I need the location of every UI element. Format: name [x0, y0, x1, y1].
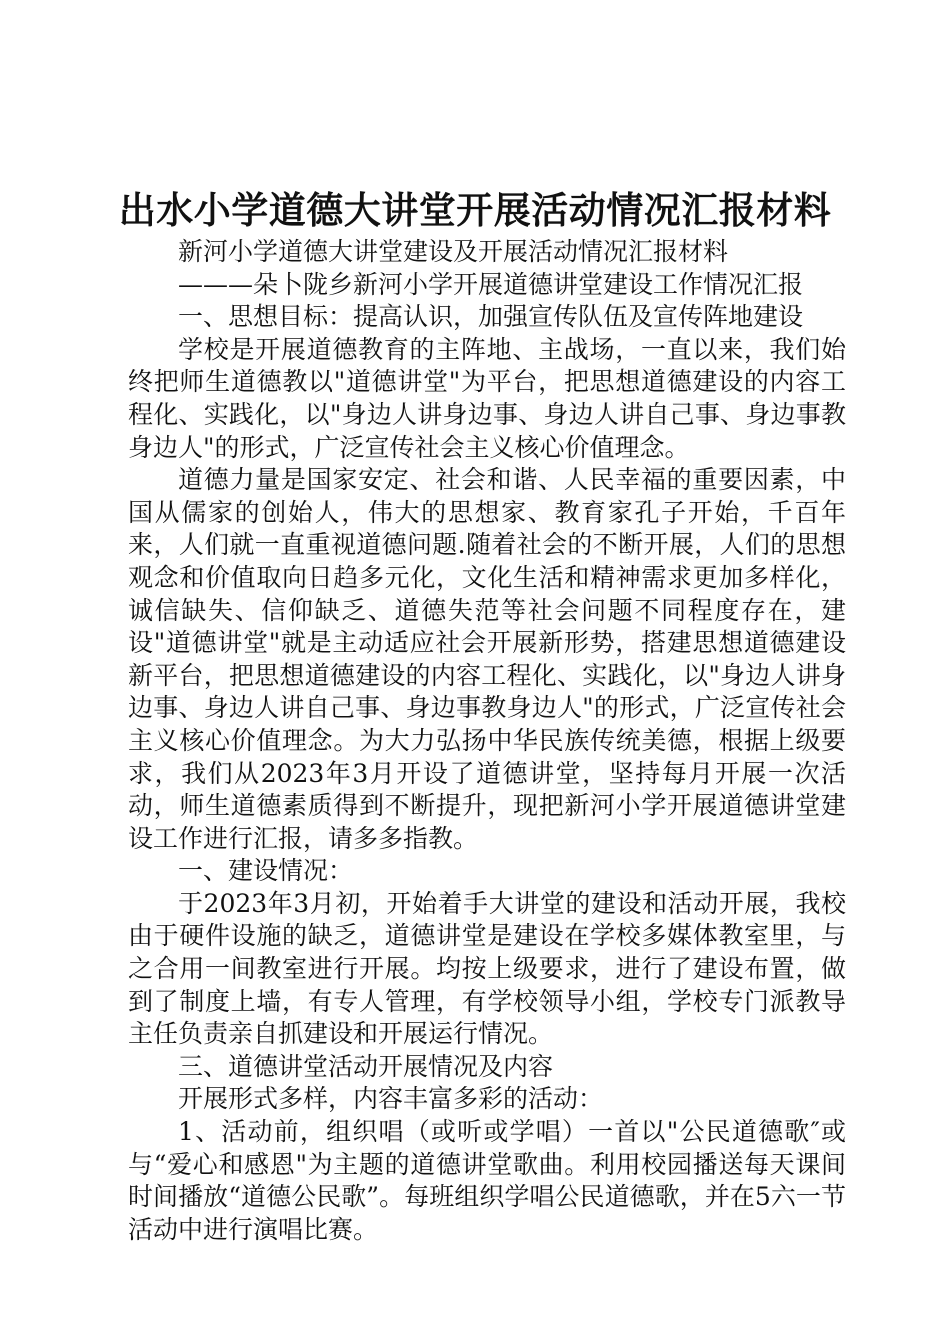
paragraph-moral-strength: 道德力量是国家安定、社会和谐、人民幸福的重要因素，中国从儒家的创始人，伟大的思想家、教育家孔子开始，千百年来，人们就一直重视道德问题.随着社会的不断开展，人们的思想观念和价值取向日趋多元化，文化生活和精神需求更加多样化，诚信缺失、信仰缺乏、道德失范等社会问题不同程度存在，建设"道德讲堂"就是主动适应社会开展新形势，搭建思想道德建设新平台，把思想道德建设的内容工程化、实践化，以"身边人讲身边事、身边人讲自己事、身边事教身边人"的形式，广泛宣传社会主义核心价值理念。为大力弘扬中华民族传统美德，根据上级要求，我们从2023年3月开设了道德讲堂，坚持每月开展一次活动，师生道德素质得到不断提升，现把新河小学开展道德讲堂建设工作进行汇报，请多多指教。 [128, 465, 846, 853]
paragraph-activity-1: 1、活动前，组织唱（或听或学唱）一首以"公民道德歌″或与“爱心和感恩"为主题的道德讲堂歌曲。利用校园播送每天课间时间播放“道德公民歌”。每班组织学唱公民道德歌，并在5六一节活动中进行演唱比赛。 [128, 1117, 846, 1244]
document-title: 出水小学道德大讲堂开展活动情况汇报材料 [118, 188, 832, 232]
section-heading-goals: 一、思想目标：提高认识，加强宣传队伍及宣传阵地建设 [178, 302, 804, 332]
subtitle-paragraph: 新河小学道德大讲堂建设及开展活动情况汇报材料 [178, 237, 729, 266]
document-body [128, 236, 846, 1246]
paragraph-construction: 于2023年3月初，开始着手大讲堂的建设和活动开展，我校由于硬件设施的缺乏，道德讲堂是建设在学校多媒体教室里，与之合用一间教室进行开展。均按上级要求，进行了建设布置，做到了制度上墙，有专人管理，有学校领导小组，学校专门派教导主任负责亲自抓建设和开展运行情况。 [128, 888, 846, 1049]
subtitle-dash-paragraph: ———朵卜陇乡新河小学开展道德讲堂建设工作情况汇报 [178, 269, 804, 299]
paragraph-activity-intro: 开展形式多样，内容丰富多彩的活动： [178, 1084, 604, 1114]
section-heading-construction: 一、建设情况： [178, 856, 354, 886]
section-heading-activities: 三、道德讲堂活动开展情况及内容 [178, 1051, 554, 1081]
paragraph-school-position: 学校是开展道德教育的主阵地、主战场，一直以来，我们始终把师生道德教以"道德讲堂"为平台，把思想道德建设的内容工程化、实践化，以"身边人讲身边事、身边人讲自己事、身边事教身边人"的形式，广泛宣传社会主义核心价值理念。 [128, 334, 846, 462]
